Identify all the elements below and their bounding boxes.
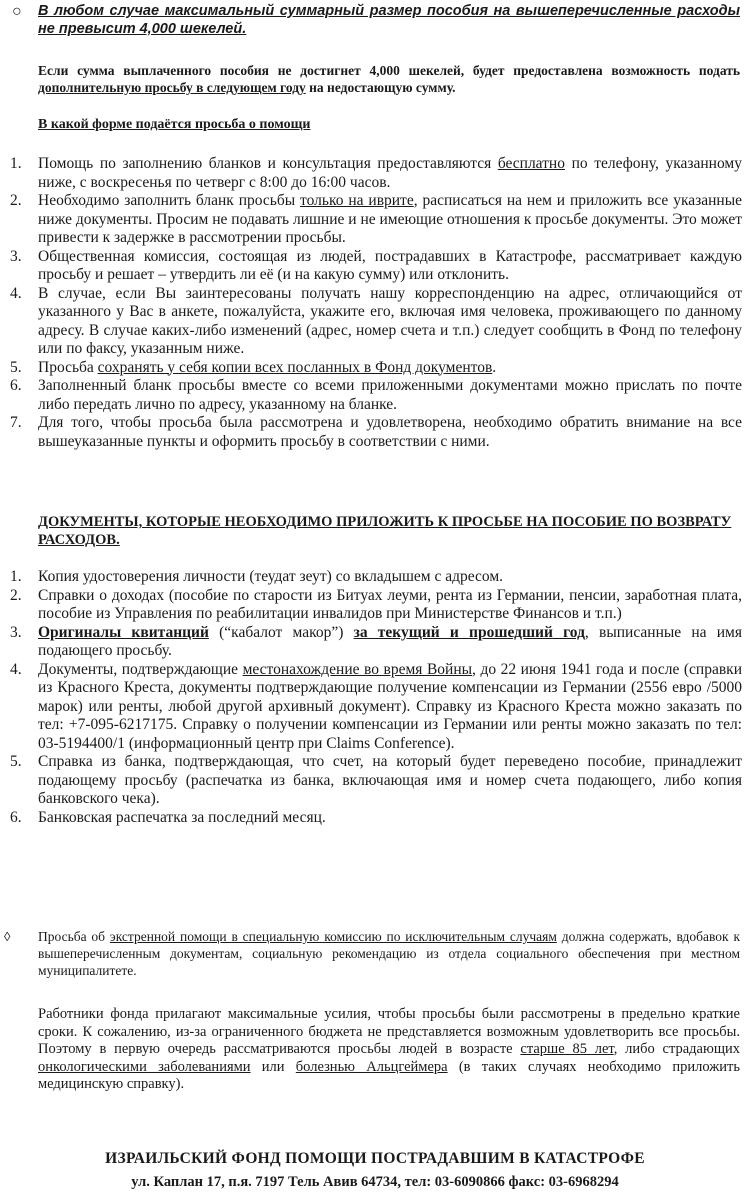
list-item: 1. Помощь по заполнению бланков и консультация предоставляются бесплатно по телефону, указанному ниже, с воскресенья по четверг с 8:00 до 16:00 часов. [10, 155, 742, 191]
fund-name: ИЗРАИЛЬСКИЙ ФОНД ПОМОЩИ ПОСТРАДАВШИМ В КАТАСТРОФЕ [105, 1150, 645, 1167]
list-item: 2. Необходимо заполнить бланк просьбы только на иврите, расписаться на нем и приложить все указанные ниже документы. Просим не подавать лишние и не имеющие отношения к просьбе документы. Это может привести к задержке в рассмотрении просьбы. [10, 192, 743, 246]
documents-list [0, 568, 750, 827]
list-item: 5. Справка из банка, подтверждающая, что счет, на который будет переведено пособие, принадлежит подающему просьбу (распечатка из банка, включающая имя и номер счета подающего, либо копия банковского чека). [10, 753, 742, 807]
list-item: 4. В случае, если Вы заинтересованы получать нашу корреспонденцию на адрес, отличающийся от указанного у Вас в анкете, пожалуйста, укажите его, включая имя человека, проживающего по данному адресу. В случае каких-либо изменений (адрес, номер счета и т.п.) следует сообщить в Фонд по телефону или по факсу, указанным ниже. [10, 284, 742, 357]
closing-paragraph: Работники фонда прилагают максимальные усилия, чтобы просьбы были рассмотрены в предельно краткие сроки. К сожалению, из-за ограниченного бюджета не представляется возможным удовлетворить все просьбы. Поэтому в первую очередь рассматриваются просьбы людей в возрасте старше 85 лет, либо страдающих онкологическими заболеваниями или болезнью Альцгеймера (в таких случаях необходимо приложить медицинскую справку). [38, 1006, 741, 1092]
max-benefit-note: В любом случае максимальный суммарный размер пособия на вышеперечисленные расходы не превысит 4,000 шекелей. [38, 3, 740, 37]
list-item: 1. Копия удостоверения личности (теудат зеут) со вкладышем с адресом. [10, 568, 504, 585]
circle-bullet-icon: ○ [12, 3, 22, 20]
extra-request-paragraph: Если сумма выплаченного пособия не достигнет 4,000 шекелей, будет предоставлена возможность подать дополнительную просьбу в следующем году на недостающую сумму. [38, 63, 740, 95]
fund-address: ул. Каплан 17, п.я. 7197 Тель Авив 64734, тел: 03-6090866 факс: 03-6968294 [131, 1174, 619, 1190]
list-item: 3. Общественная комиссия, состоящая из людей, пострадавших в Катастрофе, рассматривает каждую просьбу и решает – утвердить ли её (и на какую сумму) или отклонить. [10, 247, 742, 283]
form-instructions-list [0, 155, 750, 451]
list-item: 4. Документы, подтверждающие местонахождение во время Войны, до 22 июня 1941 года и после (справки из Красного Креста, документы подтверждающие получение компенсации из Германии (2556 евро /5000 марок) или ренты, любой другой архивный документ). Справку из Красного Креста можно заказать по тел: +7-095-6217175. Справку о получении компенсации из Германии или ренты можно заказать по тел: 03-5194400/1 (информационный центр при Claims Conference). [10, 660, 742, 752]
list-item: 2. Справки о доходах (пособие по старости из Битуах леуми, рента из Германии, пенсии, заработная плата, пособие из Управления по реабилитации инвалидов при Министерстве Финансов и т.п.) [10, 586, 742, 622]
list-item: 5. Просьба сохранять у себя копии всех посланных в Фонд документов. [10, 358, 497, 376]
list-item: 3. Оригиналы квитанций (“кабалот макор”) за текущий и прошедший год, выписанные на имя подающего просьбу. [10, 623, 742, 659]
list-item: 6. Банковская распечатка за последний месяц. [10, 808, 326, 826]
emergency-request-paragraph: Просьба об экстренной помощи в специальную комиссию по исключительным случаям должна содержать, вдобавок к вышеперечисленным документам, социальную рекомендацию из отдела социального обеспечения при местном муниципалитете. [38, 929, 740, 978]
list-item: 6. Заполненный бланк просьбы вместе со всеми приложенными документами можно прислать по почте либо передать лично по адресу, указанному на бланке. [10, 377, 742, 413]
form-section-title: В какой форме подаётся просьба о помощи [38, 117, 311, 132]
list-item: 7. Для того, чтобы просьба была рассмотрена и удовлетворена, необходимо обратить внимание на все вышеуказанные пункты и оформить просьбу в соответствии с ними. [10, 414, 742, 450]
next-year-request-text: дополнительную просьбу в следующем году [38, 80, 306, 95]
diamond-bullet-icon: ◊ [4, 929, 11, 944]
documents-section-title: ДОКУМЕНТЫ, КОТОРЫЕ НЕОБХОДИМО ПРИЛОЖИТЬ К ПРОСЬБЕ НА ПОСОБИЕ ПО ВОЗВРАТУ РАСХОДОВ. [38, 514, 732, 548]
